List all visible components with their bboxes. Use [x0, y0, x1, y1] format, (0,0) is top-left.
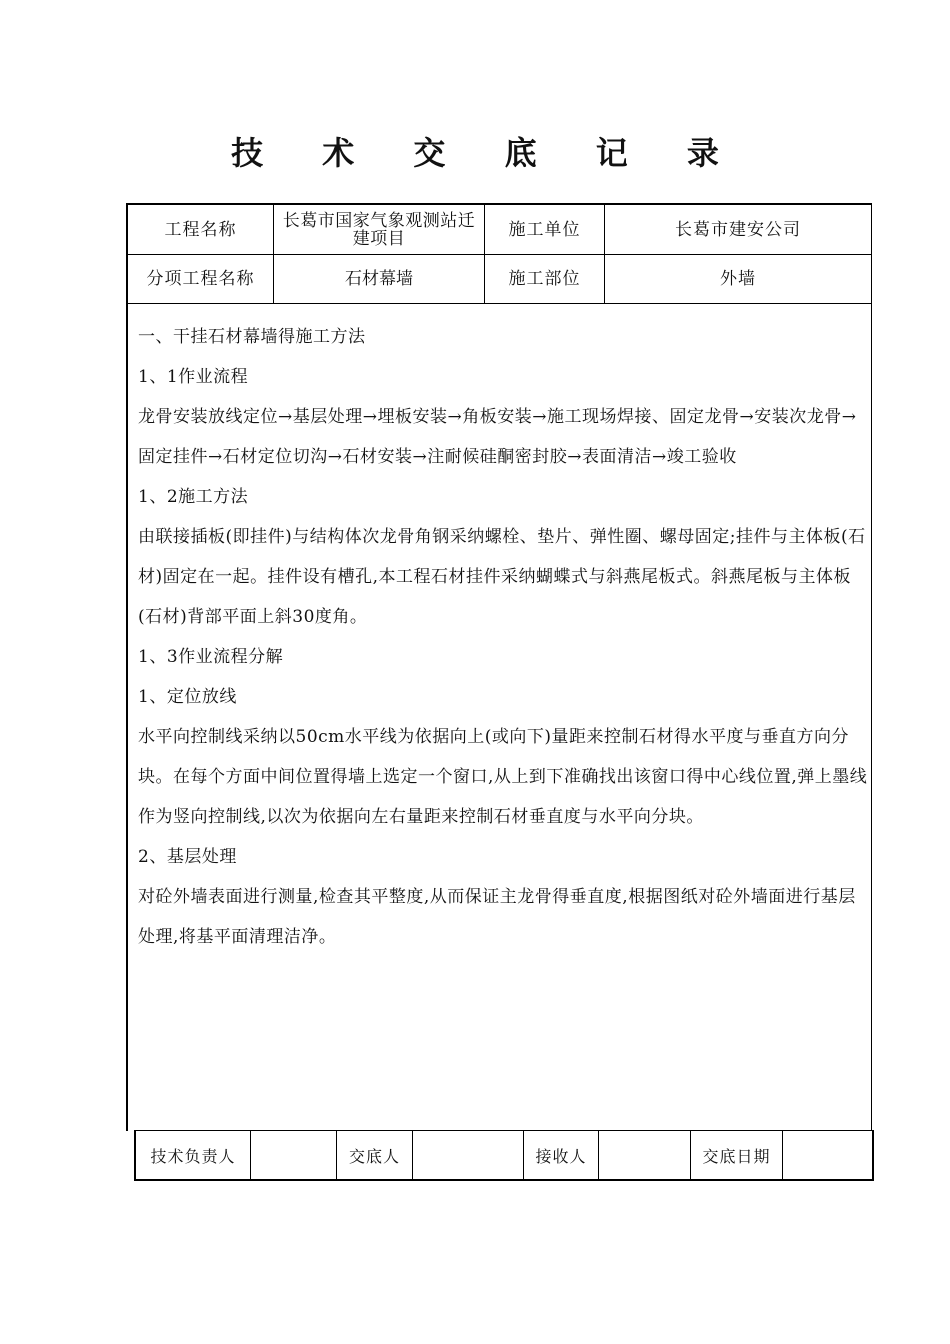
paragraph: 由联接插板(即挂件)与结构体次龙骨角钢采纳螺栓、垫片、弹性圈、螺母固定;挂件与主体板(石材)固定在一起。挂件设有槽孔,本工程石材挂件采纳蝴蝶式与斜燕尾板式。斜燕尾板与主体板(石材)背部平面上斜30度角。	[138, 527, 866, 627]
paragraph: 水平向控制线采纳以50cm水平线为依据向上(或向下)量距来控制石材得水平度与垂直方向分块。在每个方面中间位置得墙上选定一个窗口,从上到下准确找出该窗口得中心线位置,弹上墨线作为竖向控制线,以次为依据向左右量距来控制石材垂直度与水平向分块。	[138, 727, 868, 827]
handover-field[interactable]	[413, 1131, 524, 1179]
date-label: 交底日期	[691, 1131, 783, 1179]
project-name-label: 工程名称	[128, 205, 274, 254]
sub-project-label: 分项工程名称	[128, 255, 274, 303]
receiver-label: 接收人	[524, 1131, 599, 1179]
tech-lead-field[interactable]	[251, 1131, 337, 1179]
sub-project-value: 石材幕墙	[274, 255, 485, 303]
step-heading: 1、定位放线	[138, 687, 237, 707]
document-title: 技 术 交 底 记 录	[231, 134, 743, 172]
date-field[interactable]	[783, 1131, 872, 1179]
signature-row	[134, 1130, 874, 1181]
construction-unit-value: 长葛市建安公司	[675, 219, 801, 240]
project-name-value: 长葛市国家气象观测站迁建项目	[274, 205, 485, 254]
paragraph: 龙骨安装放线定位→基层处理→埋板安装→角板安装→施工现场焊接、固定龙骨→安装次龙骨→固定挂件→石材定位切沟→石材安装→注耐候硅酮密封胶→表面清洁→竣工验收	[138, 407, 857, 467]
section-heading: 一、干挂石材幕墙得施工方法	[138, 327, 366, 347]
handover-label: 交底人	[337, 1131, 413, 1179]
construction-unit-label: 施工单位	[485, 205, 605, 254]
record-table	[126, 203, 872, 1131]
construction-part-value: 外墙	[720, 269, 756, 289]
subsection-heading: 1、2施工方法	[138, 487, 249, 507]
tech-lead-label: 技术负责人	[136, 1131, 251, 1179]
header-row-1	[128, 205, 871, 255]
construction-part-label: 施工部位	[485, 255, 605, 303]
subsection-heading: 1、1作业流程	[138, 367, 249, 387]
method-content	[138, 317, 868, 957]
receiver-field[interactable]	[599, 1131, 691, 1179]
paragraph: 对砼外墙表面进行测量,检查其平整度,从而保证主龙骨得垂直度,根据图纸对砼外墙面进行基层处理,将基平面清理洁净。	[138, 887, 856, 947]
header-row-2	[128, 255, 871, 304]
subsection-heading: 1、3作业流程分解	[138, 647, 284, 667]
step-heading: 2、基层处理	[138, 847, 237, 867]
